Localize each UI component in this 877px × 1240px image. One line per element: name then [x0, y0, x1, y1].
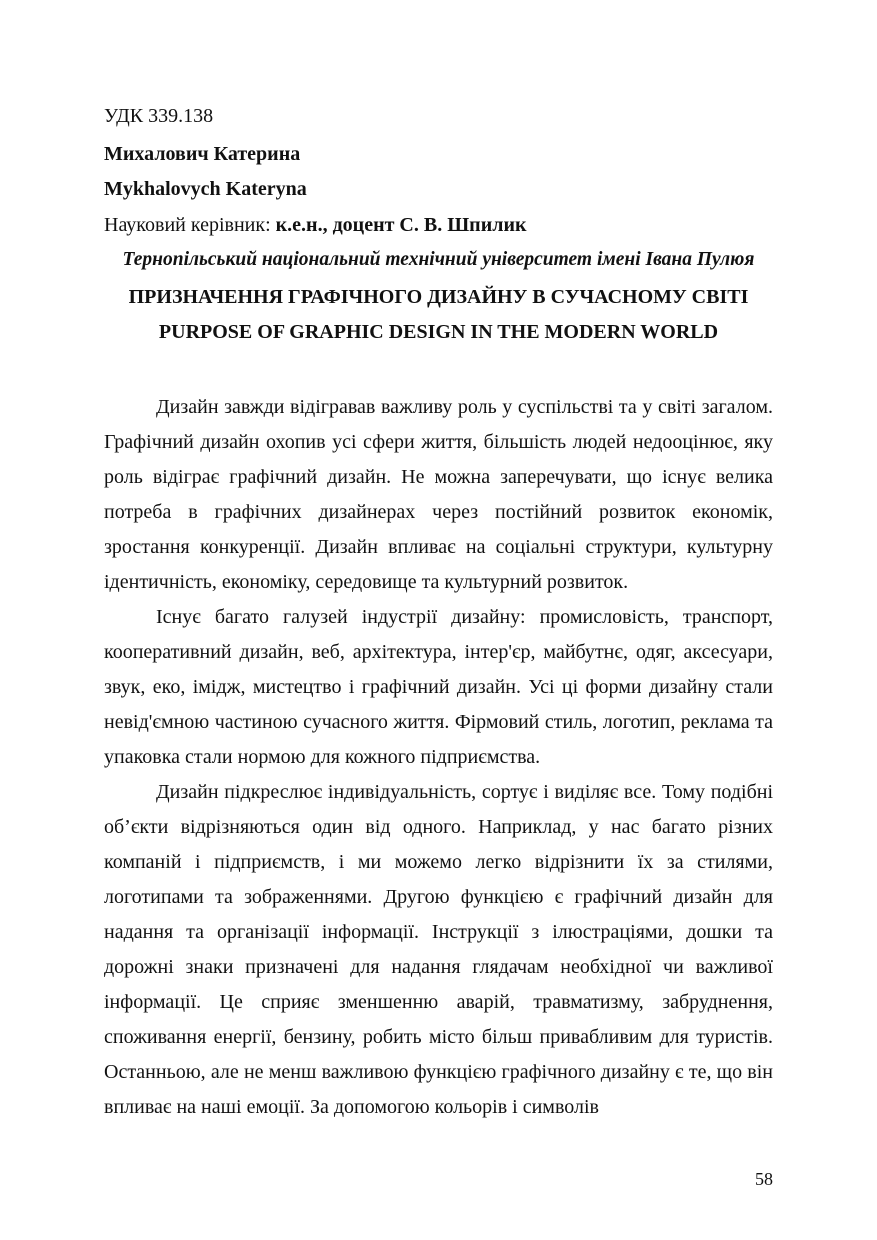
udk-code: УДК 339.138 [104, 105, 214, 127]
paragraph: Дизайн завжди відігравав важливу роль у суспільстві та у світі загалом. Графічний дизайн охопив усі сфери життя, більшість людей недооцінює, яку роль відіграє графічний дизайн. Не можна заперечувати, що існує велика потреба в графічних дизайнерах через постійний розвиток економік, зростання конкуренції. Дизайн впливає на соціальні структури, культурну ідентичність, економіку, середовище та культурний розвиток. [104, 396, 773, 593]
supervisor-line [104, 213, 527, 237]
paragraph: Існує багато галузей індустрії дизайну: промисловість, транспорт, кооперативний дизайн, веб, архітектура, інтер'єр, майбутнє, одяг, аксесуари, звук, еко, імідж, мистецтво і графічний дизайн. Усі ці форми дизайну стали невід'ємною частиною сучасного життя. Фірмовий стиль, логотип, реклама та упаковка стали нормою для кожного підприємства. [104, 606, 773, 768]
author-name-en: Mykhalovych Kateryna [104, 178, 307, 200]
page-number: 58 [755, 1169, 773, 1189]
university-name: Тернопільський національний технічний університет імені Івана Пулюя [122, 249, 755, 270]
supervisor-name: к.е.н., доцент С. В. Шпилик [275, 214, 527, 236]
paper-title-en: PURPOSE OF GRAPHIC DESIGN IN THE MODERN WORLD [158, 321, 719, 343]
supervisor-label: Науковий керівник: [104, 214, 276, 236]
paper-title-ua: ПРИЗНАЧЕННЯ ГРАФІЧНОГО ДИЗАЙНУ В СУЧАСНОМУ СВІТІ [128, 286, 749, 308]
paragraph: Дизайн підкреслює індивідуальність, сортує і виділяє все. Тому подібні об’єкти відрізняються один від одного. Наприклад, у нас багато різних компаній і підприємств, і ми можемо легко відрізнити їх за стилями, логотипами та зображеннями. Другою функцією є графічний дизайн для надання та організації інформації. Інструкції з ілюстраціями, дошки та дорожні знаки призначені для надання глядачам необхідної чи важливої інформації. Це сприяє зменшенню аварій, травматизму, забруднення, споживання енергії, бензину, робить місто більш привабливим для туристів. Останньою, але не менш важливою функцією графічного дизайну є те, що він впливає на наші емоції. За допомогою кольорів і символів [104, 781, 773, 1118]
author-name-ua: Михалович Катерина [104, 143, 301, 165]
body-text [104, 390, 773, 1125]
